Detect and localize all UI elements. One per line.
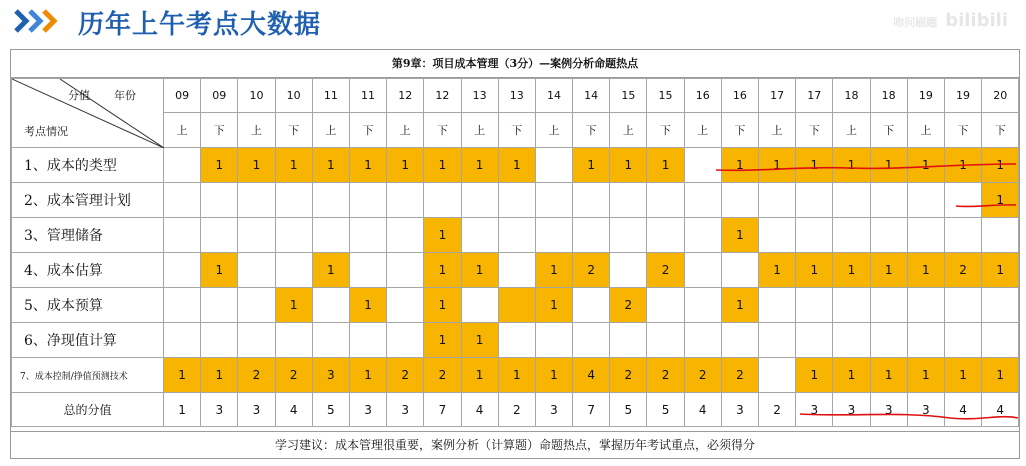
score-cell: 1 bbox=[833, 148, 870, 183]
half-cell: 上 bbox=[684, 113, 721, 148]
score-cell bbox=[387, 288, 424, 323]
year-row bbox=[12, 79, 1019, 113]
year-cell: 09 bbox=[164, 79, 201, 113]
topic-label: 6、净现值计算 bbox=[12, 323, 164, 358]
score-cell bbox=[461, 218, 498, 253]
topic-row bbox=[12, 358, 1019, 393]
score-cell bbox=[164, 148, 201, 183]
total-cell: 3 bbox=[721, 393, 758, 427]
score-cell bbox=[349, 183, 386, 218]
score-cell: 2 bbox=[684, 358, 721, 393]
score-cell: 1 bbox=[759, 148, 796, 183]
score-cell bbox=[312, 323, 349, 358]
score-cell bbox=[944, 183, 981, 218]
score-cell bbox=[944, 323, 981, 358]
score-cell: 1 bbox=[759, 253, 796, 288]
score-cell bbox=[387, 323, 424, 358]
score-cell bbox=[982, 218, 1019, 253]
year-cell: 16 bbox=[684, 79, 721, 113]
score-cell: 1 bbox=[201, 358, 238, 393]
year-cell: 12 bbox=[387, 79, 424, 113]
score-cell bbox=[349, 323, 386, 358]
score-cell: 1 bbox=[944, 358, 981, 393]
half-cell: 下 bbox=[647, 113, 684, 148]
year-cell: 13 bbox=[461, 79, 498, 113]
topic-row bbox=[12, 253, 1019, 288]
year-cell: 10 bbox=[238, 79, 275, 113]
score-cell bbox=[721, 253, 758, 288]
score-cell bbox=[684, 183, 721, 218]
year-cell: 19 bbox=[907, 79, 944, 113]
score-cell: 1 bbox=[907, 148, 944, 183]
score-cell: 1 bbox=[907, 253, 944, 288]
watermark bbox=[893, 10, 1008, 31]
score-cell bbox=[498, 323, 535, 358]
score-cell bbox=[870, 288, 907, 323]
corner-score-label: 分值 bbox=[68, 89, 90, 102]
score-cell bbox=[238, 323, 275, 358]
corner-header bbox=[12, 79, 164, 148]
score-cell: 1 bbox=[349, 288, 386, 323]
score-cell bbox=[573, 183, 610, 218]
score-cell: 2 bbox=[944, 253, 981, 288]
score-cell bbox=[349, 218, 386, 253]
score-cell bbox=[275, 183, 312, 218]
topic-row bbox=[12, 288, 1019, 323]
score-cell bbox=[535, 148, 572, 183]
score-cell: 2 bbox=[573, 253, 610, 288]
score-cell: 1 bbox=[312, 253, 349, 288]
score-cell: 1 bbox=[982, 148, 1019, 183]
score-cell: 1 bbox=[201, 253, 238, 288]
topic-row bbox=[12, 148, 1019, 183]
score-cell bbox=[944, 218, 981, 253]
score-cell bbox=[498, 218, 535, 253]
score-cell: 2 bbox=[238, 358, 275, 393]
half-cell: 上 bbox=[387, 113, 424, 148]
score-cell bbox=[870, 218, 907, 253]
score-cell: 3 bbox=[312, 358, 349, 393]
score-cell: 1 bbox=[721, 288, 758, 323]
score-cell bbox=[535, 183, 572, 218]
score-cell bbox=[647, 218, 684, 253]
topic-label: 1、成本的类型 bbox=[12, 148, 164, 183]
score-cell bbox=[721, 323, 758, 358]
total-cell: 3 bbox=[870, 393, 907, 427]
half-cell: 上 bbox=[164, 113, 201, 148]
topic-label: 3、管理储备 bbox=[12, 218, 164, 253]
total-cell: 3 bbox=[907, 393, 944, 427]
score-cell: 1 bbox=[535, 253, 572, 288]
score-cell: 2 bbox=[610, 288, 647, 323]
score-cell: 1 bbox=[573, 148, 610, 183]
half-cell: 上 bbox=[907, 113, 944, 148]
half-cell: 上 bbox=[461, 113, 498, 148]
score-cell: 1 bbox=[982, 358, 1019, 393]
total-cell: 5 bbox=[312, 393, 349, 427]
exam-points-table bbox=[11, 78, 1019, 427]
score-cell: 1 bbox=[833, 253, 870, 288]
year-cell: 16 bbox=[721, 79, 758, 113]
score-cell: 1 bbox=[275, 288, 312, 323]
score-cell bbox=[647, 323, 684, 358]
score-cell bbox=[684, 288, 721, 323]
total-cell: 3 bbox=[796, 393, 833, 427]
score-cell: 1 bbox=[461, 358, 498, 393]
score-cell bbox=[759, 323, 796, 358]
score-cell: 1 bbox=[461, 323, 498, 358]
score-cell: 1 bbox=[498, 358, 535, 393]
score-cell bbox=[684, 218, 721, 253]
score-cell: 1 bbox=[275, 148, 312, 183]
score-cell: 1 bbox=[721, 148, 758, 183]
score-cell bbox=[312, 288, 349, 323]
score-cell bbox=[833, 218, 870, 253]
year-cell: 14 bbox=[535, 79, 572, 113]
score-cell: 1 bbox=[238, 148, 275, 183]
year-cell: 20 bbox=[982, 79, 1019, 113]
score-cell bbox=[387, 183, 424, 218]
half-cell: 下 bbox=[870, 113, 907, 148]
score-cell bbox=[721, 183, 758, 218]
score-cell: 2 bbox=[424, 358, 461, 393]
score-cell bbox=[759, 358, 796, 393]
score-cell: 1 bbox=[870, 358, 907, 393]
score-cell bbox=[796, 323, 833, 358]
score-cell: 1 bbox=[498, 148, 535, 183]
bilibili-logo: bilibili bbox=[945, 10, 1008, 31]
score-cell: 1 bbox=[982, 183, 1019, 218]
score-cell: 1 bbox=[461, 148, 498, 183]
score-cell bbox=[647, 288, 684, 323]
year-cell: 14 bbox=[573, 79, 610, 113]
score-cell bbox=[498, 253, 535, 288]
score-cell bbox=[610, 323, 647, 358]
total-cell: 3 bbox=[238, 393, 275, 427]
year-cell: 13 bbox=[498, 79, 535, 113]
year-cell: 12 bbox=[424, 79, 461, 113]
score-cell bbox=[535, 218, 572, 253]
score-cell: 1 bbox=[201, 148, 238, 183]
year-cell: 18 bbox=[833, 79, 870, 113]
year-cell: 15 bbox=[647, 79, 684, 113]
topic-label: 5、成本预算 bbox=[12, 288, 164, 323]
score-cell bbox=[461, 183, 498, 218]
topic-row bbox=[12, 183, 1019, 218]
half-cell: 上 bbox=[238, 113, 275, 148]
total-cell: 3 bbox=[201, 393, 238, 427]
half-cell: 下 bbox=[349, 113, 386, 148]
score-cell: 1 bbox=[870, 148, 907, 183]
score-cell bbox=[759, 183, 796, 218]
chevron-right-icon bbox=[14, 8, 60, 34]
score-cell bbox=[201, 323, 238, 358]
score-cell: 1 bbox=[721, 218, 758, 253]
score-cell bbox=[201, 218, 238, 253]
score-cell: 1 bbox=[164, 358, 201, 393]
score-cell bbox=[870, 183, 907, 218]
score-cell bbox=[498, 288, 535, 323]
half-cell: 下 bbox=[944, 113, 981, 148]
total-cell: 1 bbox=[164, 393, 201, 427]
score-cell: 2 bbox=[275, 358, 312, 393]
score-cell bbox=[907, 323, 944, 358]
score-cell: 1 bbox=[461, 253, 498, 288]
half-cell: 下 bbox=[201, 113, 238, 148]
score-cell bbox=[238, 288, 275, 323]
topic-row bbox=[12, 323, 1019, 358]
score-cell bbox=[647, 183, 684, 218]
study-advice: 学习建议：成本管理很重要，案例分析（计算题）命题热点，掌握历年考试重点，必须得分 bbox=[11, 431, 1019, 458]
score-cell bbox=[498, 183, 535, 218]
score-cell: 1 bbox=[870, 253, 907, 288]
score-cell bbox=[164, 253, 201, 288]
page-title: 历年上午考点大数据 bbox=[78, 10, 322, 40]
score-cell bbox=[275, 253, 312, 288]
score-cell: 1 bbox=[796, 148, 833, 183]
year-cell: 17 bbox=[796, 79, 833, 113]
score-cell bbox=[684, 148, 721, 183]
score-cell: 1 bbox=[610, 148, 647, 183]
score-cell bbox=[833, 323, 870, 358]
score-cell bbox=[387, 218, 424, 253]
total-cell: 4 bbox=[944, 393, 981, 427]
half-cell: 下 bbox=[573, 113, 610, 148]
total-cell: 4 bbox=[461, 393, 498, 427]
total-cell: 4 bbox=[275, 393, 312, 427]
score-cell bbox=[164, 183, 201, 218]
score-cell bbox=[907, 288, 944, 323]
total-cell: 5 bbox=[647, 393, 684, 427]
score-cell: 2 bbox=[721, 358, 758, 393]
total-cell: 3 bbox=[833, 393, 870, 427]
score-cell: 1 bbox=[535, 358, 572, 393]
half-cell: 上 bbox=[535, 113, 572, 148]
score-cell: 1 bbox=[312, 148, 349, 183]
score-cell: 1 bbox=[349, 358, 386, 393]
score-cell: 1 bbox=[424, 148, 461, 183]
total-row bbox=[12, 393, 1019, 427]
score-cell: 1 bbox=[349, 148, 386, 183]
half-cell: 下 bbox=[796, 113, 833, 148]
score-cell bbox=[759, 288, 796, 323]
half-cell: 上 bbox=[312, 113, 349, 148]
total-cell: 2 bbox=[759, 393, 796, 427]
score-cell bbox=[907, 183, 944, 218]
score-cell bbox=[684, 253, 721, 288]
score-cell: 1 bbox=[982, 253, 1019, 288]
score-cell: 2 bbox=[387, 358, 424, 393]
score-cell bbox=[610, 183, 647, 218]
total-cell: 5 bbox=[610, 393, 647, 427]
total-cell: 3 bbox=[535, 393, 572, 427]
watermark-text: 吻问刷题 bbox=[893, 16, 938, 29]
half-cell: 上 bbox=[759, 113, 796, 148]
score-cell: 1 bbox=[907, 358, 944, 393]
score-cell bbox=[238, 253, 275, 288]
score-cell bbox=[796, 288, 833, 323]
score-cell bbox=[349, 253, 386, 288]
year-cell: 15 bbox=[610, 79, 647, 113]
score-cell: 1 bbox=[796, 358, 833, 393]
score-cell bbox=[610, 218, 647, 253]
score-cell bbox=[164, 288, 201, 323]
chapter-title: 第9章：项目成本管理（3分）—案例分析命题热点 bbox=[11, 50, 1019, 78]
year-cell: 19 bbox=[944, 79, 981, 113]
score-cell bbox=[238, 218, 275, 253]
score-cell: 1 bbox=[833, 358, 870, 393]
year-cell: 11 bbox=[312, 79, 349, 113]
score-cell bbox=[982, 323, 1019, 358]
total-cell: 4 bbox=[982, 393, 1019, 427]
score-cell: 1 bbox=[387, 148, 424, 183]
score-cell bbox=[461, 288, 498, 323]
half-cell: 下 bbox=[982, 113, 1019, 148]
score-cell bbox=[944, 288, 981, 323]
score-cell: 1 bbox=[424, 253, 461, 288]
total-cell: 2 bbox=[498, 393, 535, 427]
year-cell: 11 bbox=[349, 79, 386, 113]
score-cell bbox=[424, 183, 461, 218]
half-cell: 下 bbox=[721, 113, 758, 148]
year-cell: 18 bbox=[870, 79, 907, 113]
score-cell bbox=[201, 288, 238, 323]
score-cell bbox=[573, 218, 610, 253]
score-cell bbox=[610, 253, 647, 288]
score-cell bbox=[164, 323, 201, 358]
score-cell bbox=[275, 218, 312, 253]
score-cell bbox=[164, 218, 201, 253]
score-cell bbox=[759, 218, 796, 253]
year-cell: 17 bbox=[759, 79, 796, 113]
score-cell bbox=[796, 183, 833, 218]
score-cell bbox=[238, 183, 275, 218]
score-cell bbox=[535, 323, 572, 358]
page-header bbox=[0, 0, 1026, 46]
total-cell: 3 bbox=[349, 393, 386, 427]
half-cell: 下 bbox=[498, 113, 535, 148]
score-cell: 1 bbox=[647, 148, 684, 183]
half-cell: 上 bbox=[610, 113, 647, 148]
score-cell bbox=[312, 183, 349, 218]
score-cell bbox=[870, 323, 907, 358]
score-cell bbox=[907, 218, 944, 253]
score-cell: 1 bbox=[424, 218, 461, 253]
total-cell: 4 bbox=[684, 393, 721, 427]
score-cell bbox=[684, 323, 721, 358]
year-cell: 09 bbox=[201, 79, 238, 113]
score-cell: 1 bbox=[796, 253, 833, 288]
score-cell: 1 bbox=[424, 288, 461, 323]
total-label: 总的分值 bbox=[12, 393, 164, 427]
corner-year-label: 年份 bbox=[114, 89, 136, 102]
score-cell: 1 bbox=[944, 148, 981, 183]
corner-topic-label: 考点情况 bbox=[24, 125, 68, 138]
score-cell bbox=[201, 183, 238, 218]
score-cell bbox=[275, 323, 312, 358]
total-cell: 3 bbox=[387, 393, 424, 427]
score-cell bbox=[833, 183, 870, 218]
total-cell: 7 bbox=[424, 393, 461, 427]
half-cell: 下 bbox=[275, 113, 312, 148]
score-cell bbox=[312, 218, 349, 253]
score-cell bbox=[982, 288, 1019, 323]
score-cell bbox=[796, 218, 833, 253]
total-cell: 7 bbox=[573, 393, 610, 427]
score-cell: 1 bbox=[424, 323, 461, 358]
score-cell bbox=[833, 288, 870, 323]
half-cell: 上 bbox=[833, 113, 870, 148]
year-cell: 10 bbox=[275, 79, 312, 113]
score-cell bbox=[573, 323, 610, 358]
topic-row bbox=[12, 218, 1019, 253]
topic-label: 4、成本估算 bbox=[12, 253, 164, 288]
score-cell: 4 bbox=[573, 358, 610, 393]
topic-label: 7、成本控制/挣值预测技术 bbox=[12, 358, 164, 393]
half-cell: 下 bbox=[424, 113, 461, 148]
score-cell: 2 bbox=[647, 358, 684, 393]
score-cell bbox=[387, 253, 424, 288]
topic-label: 2、成本管理计划 bbox=[12, 183, 164, 218]
score-sheet bbox=[10, 49, 1020, 459]
score-cell: 2 bbox=[647, 253, 684, 288]
score-cell: 1 bbox=[535, 288, 572, 323]
score-cell: 2 bbox=[610, 358, 647, 393]
score-cell bbox=[573, 288, 610, 323]
